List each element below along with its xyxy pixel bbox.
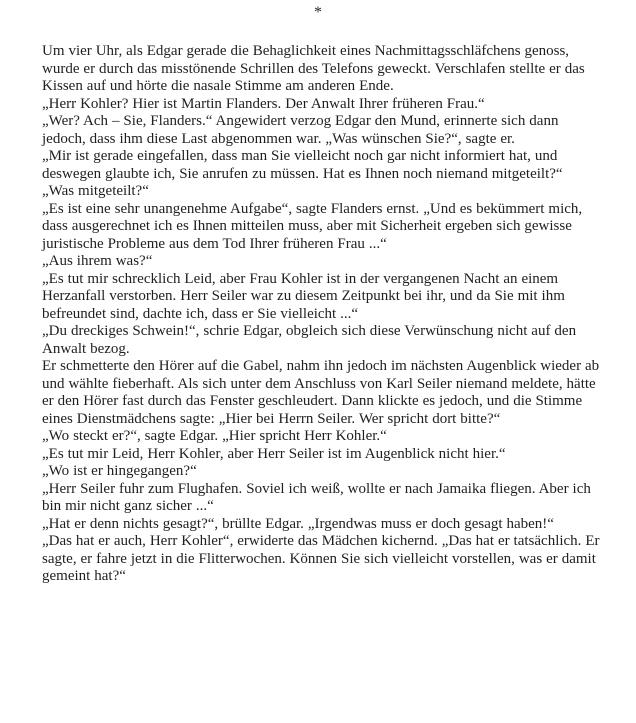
paragraph: „Mir ist gerade eingefallen, dass man Sie vielleicht noch gar nicht informiert hat, und deswegen glaubte ich, Sie anrufen zu müssen. Hat es Ihnen noch niemand mitgeteilt?“ [42,148,563,182]
paragraph: „Es ist eine sehr unangenehme Aufgabe“, sagte Flanders ernst. „Und es bekümmert mich, dass ausgerechnet ich es Ihnen mitteilen muss, aber mit Sicherheit ergeben sich gewisse juristische Probleme aus dem Tod Ihrer früheren Frau ...“ [42,200,583,252]
paragraph: „Herr Kohler? Hier ist Martin Flanders. Der Anwalt Ihrer früheren Frau.“ [42,95,485,112]
paragraph: „Das hat er auch, Herr Kohler“, erwiderte das Mädchen kichernd. „Das hat er tatsächlich. Er sagte, er fahre jetzt in die Flitterwochen. Können Sie sich vielleicht vorstellen, was er damit gemeint hat?“ [42,533,600,584]
paragraph: „Aus ihrem was?“ [42,253,153,269]
paragraph: „Was mitgeteilt?“ [42,183,149,199]
paragraph: Um vier Uhr, als Edgar gerade die Behaglichkeit eines Nachmittagsschläfchens genoss, wurde er durch das misstönende Schrillen des Telefons geweckt. Verschlafen stellte er das Kissen auf und hörte die nasale Stimme am anderen Ende. [42,43,585,94]
section-separator: * [314,4,322,21]
paragraph: Er schmetterte den Hörer auf die Gabel, nahm ihn jedoch im nächsten Augenblick wieder ab und wählte fieberhaft. Als sich unter dem Anschluss von Karl Seiler niemand meldete, hätte er den Hörer fast durch das Fenster geschleudert. Dann klickte es jedoch, und die Stimme eines Dienstmädchens sagte: „Hier bei Herrn Seiler. Wer spricht dort bitte?“ [42,358,600,427]
paragraph: „Herr Seiler fuhr zum Flughafen. Soviel ich weiß, wollte er nach Jamaika fliegen. Aber ich bin mir nicht ganz sicher ...“ [42,480,591,514]
paragraph: „Wo ist er hingegangen?“ [42,463,197,479]
text-block [42,43,600,586]
paragraph: „Wer? Ach – Sie, Flanders.“ Angewidert verzog Edgar den Mund, erinnerte sich dann jedoch, dass ihm diese Last abgenommen war. „Was wünschen Sie?“, sagte er. [42,113,559,147]
paragraph: „Es tut mir Leid, Herr Kohler, aber Herr Seiler ist im Augenblick nicht hier.“ [42,445,506,462]
paragraph: „Es tut mir schrecklich Leid, aber Frau Kohler ist in der vergangenen Nacht an einem Herzanfall verstorben. Herr Seiler war zu diesem Zeitpunkt bei ihr, und da Sie mit ihm befreundet sind, dachte ich, dass er Sie vielleicht ...“ [42,270,565,322]
paragraph: „Wo steckt er?“, sagte Edgar. „Hier spricht Herr Kohler.“ [42,428,387,444]
paragraph: „Du dreckiges Schwein!“, schrie Edgar, obgleich sich diese Verwünschung nicht auf den Anwalt bezog. [42,323,577,357]
paragraph: „Hat er denn nichts gesagt?“, brüllte Edgar. „Irgendwas muss er doch gesagt haben!“ [42,515,554,532]
